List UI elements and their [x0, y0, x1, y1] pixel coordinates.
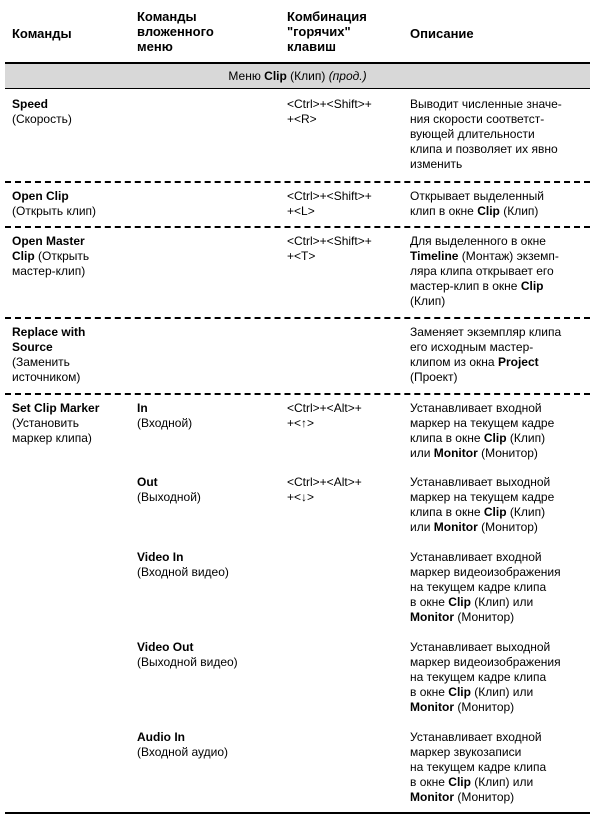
- submenu-translation: (Входной видео): [137, 565, 229, 579]
- table-bottom-rule: [5, 812, 590, 814]
- description-text: клипом из окна: [410, 355, 498, 369]
- hotkey-cell: [287, 401, 405, 431]
- hotkey-cell: [287, 234, 405, 264]
- submenu-translation: (Входной): [137, 416, 193, 430]
- description-line: [410, 279, 588, 294]
- description-line: маркер звукозаписи: [410, 745, 522, 759]
- description-cell: [410, 401, 588, 461]
- description-cell: [410, 325, 588, 385]
- description-line: маркер на текущем кадре: [410, 490, 555, 504]
- description-text: (Монтаж) экземп-: [458, 249, 559, 263]
- command-cell: [12, 325, 130, 385]
- submenu-translation: (Выходной): [137, 490, 201, 504]
- hotkey-line: +<L>: [287, 204, 315, 218]
- description-line: клипа и позволяет их явно: [410, 142, 558, 156]
- command-cell: [12, 401, 130, 446]
- description-text: клипа в окне: [410, 505, 484, 519]
- submenu-name: Out: [137, 475, 158, 489]
- description-line: Для выделенного в окне: [410, 234, 546, 248]
- description-line: [410, 700, 588, 715]
- submenu-cell: [137, 401, 282, 431]
- submenu-cell: [137, 730, 282, 760]
- header-submenu-line: меню: [137, 39, 173, 54]
- description-text: клипа в окне: [410, 431, 484, 445]
- submenu-translation: (Выходной видео): [137, 655, 238, 669]
- command-translation: (Установить: [12, 416, 79, 430]
- description-line: [410, 505, 588, 520]
- command-cell: [12, 97, 130, 127]
- hotkey-line: +<R>: [287, 112, 317, 126]
- command-name: Clip: [12, 249, 35, 263]
- description-bold-term: Monitor: [433, 446, 478, 460]
- description-text: (Клип) или: [470, 595, 534, 609]
- description-line: [410, 595, 588, 610]
- description-line: Выводит численные значе-: [410, 97, 562, 111]
- description-text: (Монитор): [454, 610, 515, 624]
- description-bold-term: Clip: [448, 685, 471, 699]
- description-text: в окне: [410, 685, 449, 699]
- description-text: (Монитор): [454, 700, 515, 714]
- header-hotkeys: [287, 9, 367, 54]
- description-line: его исходным мастер-: [410, 340, 534, 354]
- description-bold-term: Clip: [483, 431, 507, 445]
- hotkey-line: <Ctrl>+<Alt>+: [287, 401, 362, 415]
- description-text: или: [410, 446, 434, 460]
- description-line: [410, 610, 588, 625]
- description-cell: [410, 97, 588, 172]
- command-translation: мастер-клип): [12, 264, 86, 278]
- submenu-cell: [137, 475, 282, 505]
- description-bold-term: Monitor: [410, 700, 454, 714]
- hotkey-line: +<↑>: [287, 416, 315, 430]
- description-bold-term: Clip: [448, 595, 471, 609]
- band-continued-note: (прод.): [328, 69, 367, 83]
- description-text: (Монитор): [477, 446, 538, 460]
- description-line: на текущем кадре клипа: [410, 760, 547, 774]
- hotkey-line: <Ctrl>+<Shift>+: [287, 189, 372, 203]
- description-bold-term: Monitor: [433, 520, 478, 534]
- submenu-name: Audio In: [137, 730, 185, 744]
- header-submenu-line: Команды: [137, 9, 197, 24]
- description-line: ляра клипа открывает его: [410, 264, 554, 278]
- description-text: (Клип): [506, 505, 546, 519]
- header-hotkeys-line: Комбинация: [287, 9, 367, 24]
- description-line: (Клип): [410, 294, 446, 308]
- submenu-name: Video In: [137, 550, 184, 564]
- description-text: в окне: [410, 595, 449, 609]
- row-divider: [5, 393, 590, 395]
- hotkey-line: <Ctrl>+<Alt>+: [287, 475, 362, 489]
- description-line: [410, 355, 588, 370]
- description-line: маркер видеоизображения: [410, 565, 561, 579]
- description-bold-term: Clip: [520, 279, 544, 293]
- command-name-line: [12, 249, 130, 264]
- description-cell: [410, 234, 588, 309]
- description-line: Устанавливает входной: [410, 401, 542, 415]
- description-bold-term: Monitor: [410, 790, 454, 804]
- row-divider: [5, 226, 590, 228]
- description-text: клип в окне: [410, 204, 478, 218]
- band-rule: [5, 88, 590, 89]
- description-cell: [410, 189, 588, 219]
- description-cell: [410, 730, 588, 805]
- submenu-cell: [137, 550, 282, 580]
- hotkey-cell: [287, 97, 405, 127]
- description-text: (Клип) или: [470, 775, 534, 789]
- description-line: Устанавливает входной: [410, 550, 542, 564]
- row-divider: [5, 317, 590, 319]
- command-translation: (Открыть клип): [12, 204, 97, 218]
- description-line: [410, 520, 588, 535]
- header-commands: Команды: [12, 26, 72, 41]
- description-line: (Проект): [410, 370, 458, 384]
- description-cell: [410, 475, 588, 535]
- command-translation: источником): [12, 370, 81, 384]
- description-line: [410, 685, 588, 700]
- description-text: или: [410, 520, 434, 534]
- hotkey-line: <Ctrl>+<Shift>+: [287, 97, 372, 111]
- description-cell: [410, 550, 588, 625]
- command-cell: [12, 234, 130, 279]
- command-name: Source: [12, 340, 53, 354]
- description-line: [410, 790, 588, 805]
- description-bold-term: Monitor: [410, 610, 454, 624]
- description-line: [410, 204, 588, 219]
- description-line: [410, 249, 588, 264]
- header-hotkeys-line: клавиш: [287, 39, 336, 54]
- description-text: (Монитор): [477, 520, 538, 534]
- command-translation: (Скорость): [12, 112, 72, 126]
- hotkey-cell: [287, 189, 405, 219]
- description-line: на текущем кадре клипа: [410, 580, 547, 594]
- description-text: (Клип): [506, 431, 546, 445]
- submenu-name: Video Out: [137, 640, 194, 654]
- submenu-cell: [137, 640, 282, 670]
- description-line: Заменяет экземпляр клипа: [410, 325, 562, 339]
- description-line: [410, 775, 588, 790]
- header-description: Описание: [410, 26, 474, 41]
- description-line: маркер видеоизображения: [410, 655, 561, 669]
- header-submenu: [137, 9, 214, 54]
- header-submenu-line: вложенного: [137, 24, 214, 39]
- description-text: мастер-клип в окне: [410, 279, 521, 293]
- hotkey-line: <Ctrl>+<Shift>+: [287, 234, 372, 248]
- command-name: Open Clip: [12, 189, 69, 203]
- description-bold-term: Clip: [448, 775, 471, 789]
- command-name: Replace with: [12, 325, 86, 339]
- menu-section-band: [5, 64, 590, 88]
- band-menu-translation: (Клип): [286, 69, 329, 83]
- row-divider: [5, 181, 590, 183]
- description-line: изменить: [410, 157, 463, 171]
- description-line: ния скорости соответст-: [410, 112, 545, 126]
- command-name: Set Clip Marker: [12, 401, 100, 415]
- band-prefix: Меню: [228, 69, 265, 83]
- description-bold-term: Project: [497, 355, 539, 369]
- description-line: [410, 431, 588, 446]
- description-text: в окне: [410, 775, 449, 789]
- command-translation: маркер клипа): [12, 431, 92, 445]
- description-cell: [410, 640, 588, 715]
- submenu-name: In: [137, 401, 148, 415]
- description-line: Открывает выделенный: [410, 189, 544, 203]
- hotkey-line: +<↓>: [287, 490, 315, 504]
- command-cell: [12, 189, 130, 219]
- description-line: [410, 446, 588, 461]
- description-bold-term: Clip: [477, 204, 500, 218]
- description-text: (Клип) или: [470, 685, 534, 699]
- description-bold-term: Clip: [483, 505, 507, 519]
- description-line: вующей длительности: [410, 127, 535, 141]
- command-translation: (Заменить: [12, 355, 70, 369]
- description-line: на текущем кадре клипа: [410, 670, 547, 684]
- description-line: Устанавливает выходной: [410, 640, 551, 654]
- command-name: Speed: [12, 97, 49, 111]
- command-name: Open Master: [12, 234, 85, 248]
- hotkey-cell: [287, 475, 405, 505]
- command-translation: (Открыть: [34, 249, 90, 263]
- description-line: Устанавливает входной: [410, 730, 542, 744]
- hotkey-line: +<T>: [287, 249, 316, 263]
- band-menu-name: Clip: [264, 69, 287, 83]
- submenu-translation: (Входной аудио): [137, 745, 228, 759]
- description-line: маркер на текущем кадре: [410, 416, 555, 430]
- description-text: (Клип): [499, 204, 539, 218]
- header-hotkeys-line: "горячих": [287, 24, 351, 39]
- description-bold-term: Timeline: [410, 249, 459, 263]
- description-text: (Монитор): [454, 790, 515, 804]
- description-line: Устанавливает выходной: [410, 475, 551, 489]
